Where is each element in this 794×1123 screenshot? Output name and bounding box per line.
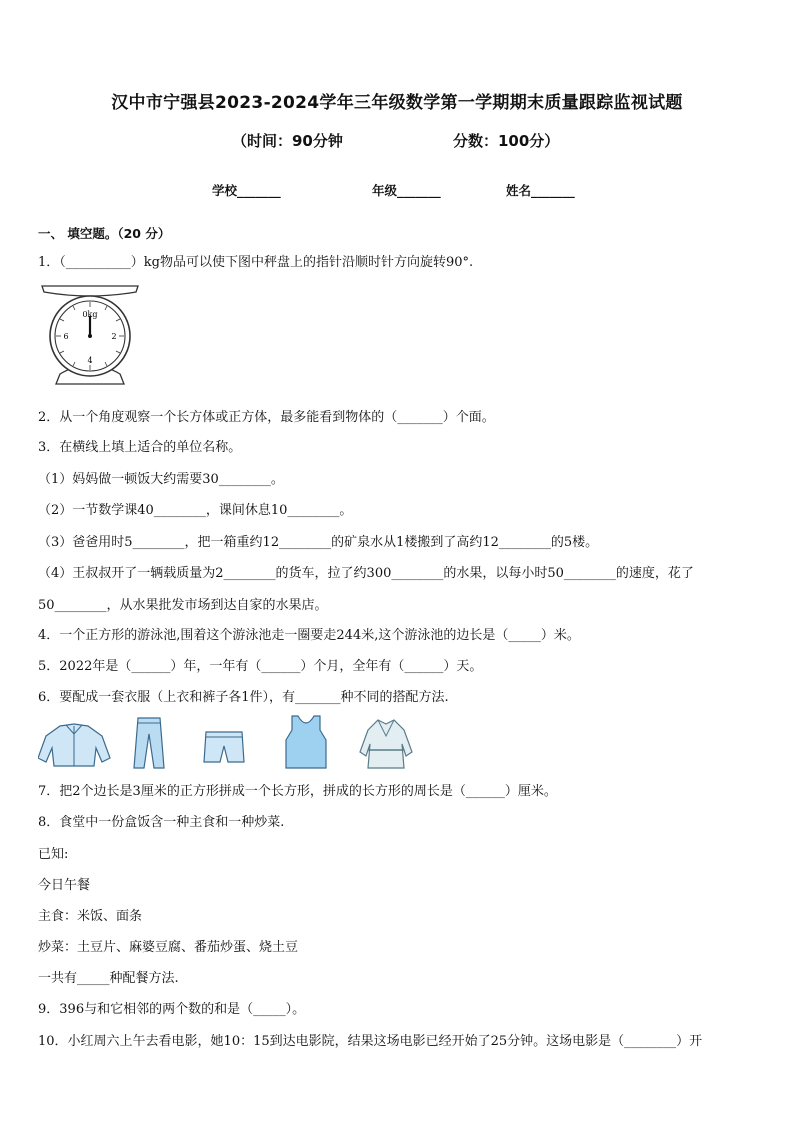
question-6: 6．要配成一套衣服（上衣和裤子各1件），有_______种不同的搭配方法. bbox=[38, 690, 449, 705]
question-8-ask: 一共有_____种配餐方法. bbox=[38, 971, 179, 986]
scale-image bbox=[38, 282, 142, 388]
question-3: 3．在横线上填上适合的单位名称。 bbox=[38, 440, 242, 455]
question-8-dishes: 炒菜：土豆片、麻婆豆腐、番茄炒蛋、烧土豆 bbox=[38, 940, 299, 955]
scale-tick-2: 2 bbox=[111, 332, 117, 341]
exam-title: 汉中市宁强县2023-2024学年三年级数学第一学期期末质量跟踪监视试题 bbox=[111, 93, 683, 113]
scale-tick-6: 6 bbox=[63, 332, 69, 341]
question-3-1: （1）妈妈做一顿饭大约需要30________。 bbox=[38, 472, 284, 487]
tank-top-image bbox=[286, 716, 326, 768]
question-9: 9．396与和它相邻的两个数的和是（_____）。 bbox=[38, 1002, 306, 1017]
scale-tick-4: 4 bbox=[87, 356, 93, 365]
scale-pan bbox=[42, 286, 138, 296]
jacket-image bbox=[38, 724, 110, 766]
scale-pivot bbox=[88, 334, 92, 338]
clothes-images bbox=[38, 714, 418, 770]
question-4: 4．一个正方形的游泳池,围着这个游泳池走一圈要走244米,这个游泳池的边长是（_____）米。 bbox=[38, 628, 580, 643]
scale-zero-label: 0kg bbox=[82, 310, 98, 319]
school-field[interactable]: 学校_______ bbox=[212, 183, 281, 198]
question-2: 2．从一个角度观察一个长方体或正方体，最多能看到物体的（_______）个面。 bbox=[38, 410, 495, 425]
exam-score: 分数：100分） bbox=[453, 132, 560, 150]
pants-image bbox=[134, 718, 164, 768]
question-3-2: （2）一节数学课40________，课间休息10________。 bbox=[38, 503, 353, 518]
question-3-4: （4）王叔叔开了一辆载质量为2________的货车，拉了约300________的水果，以每小时50________的速度，花了 bbox=[38, 566, 694, 581]
question-3-4-cont: 50________，从水果批发市场到达自家的水果店。 bbox=[38, 598, 328, 613]
question-8-staple: 主食：米饭、面条 bbox=[38, 909, 143, 924]
question-8-lunch: 今日午餐 bbox=[38, 878, 91, 893]
question-3-3: （3）爸爸用时5________，把一箱重约12________的矿泉水从1楼搬到了高约12________的5楼。 bbox=[38, 535, 599, 550]
section-heading: 一、 填空题。（20 分） bbox=[38, 226, 171, 241]
shorts-image bbox=[204, 732, 244, 762]
question-8: 8．食堂中一份盒饭含一种主食和一种炒菜. bbox=[38, 815, 285, 830]
grade-field[interactable]: 年级_______ bbox=[372, 183, 441, 198]
coat-image bbox=[360, 720, 412, 768]
question-1: 1．（__________）kg物品可以使下图中秤盘上的指针沿顺时针方向旋转90°. bbox=[38, 255, 474, 270]
question-7: 7．把2个边长是3厘米的正方形拼成一个长方形，拼成的长方形的周长是（______）厘米。 bbox=[38, 784, 557, 799]
question-8-known: 已知: bbox=[38, 847, 69, 862]
exam-time: （时间：90分钟 bbox=[232, 132, 343, 150]
question-5: 5．2022年是（______）年，一年有（______）个月，全年有（______）天。 bbox=[38, 659, 483, 674]
name-field[interactable]: 姓名_______ bbox=[506, 183, 575, 198]
question-10: 10．小红周六上午去看电影，她10：15到达电影院，结果这场电影已经开始了25分钟。这场电影是（________）开 bbox=[38, 1034, 703, 1049]
